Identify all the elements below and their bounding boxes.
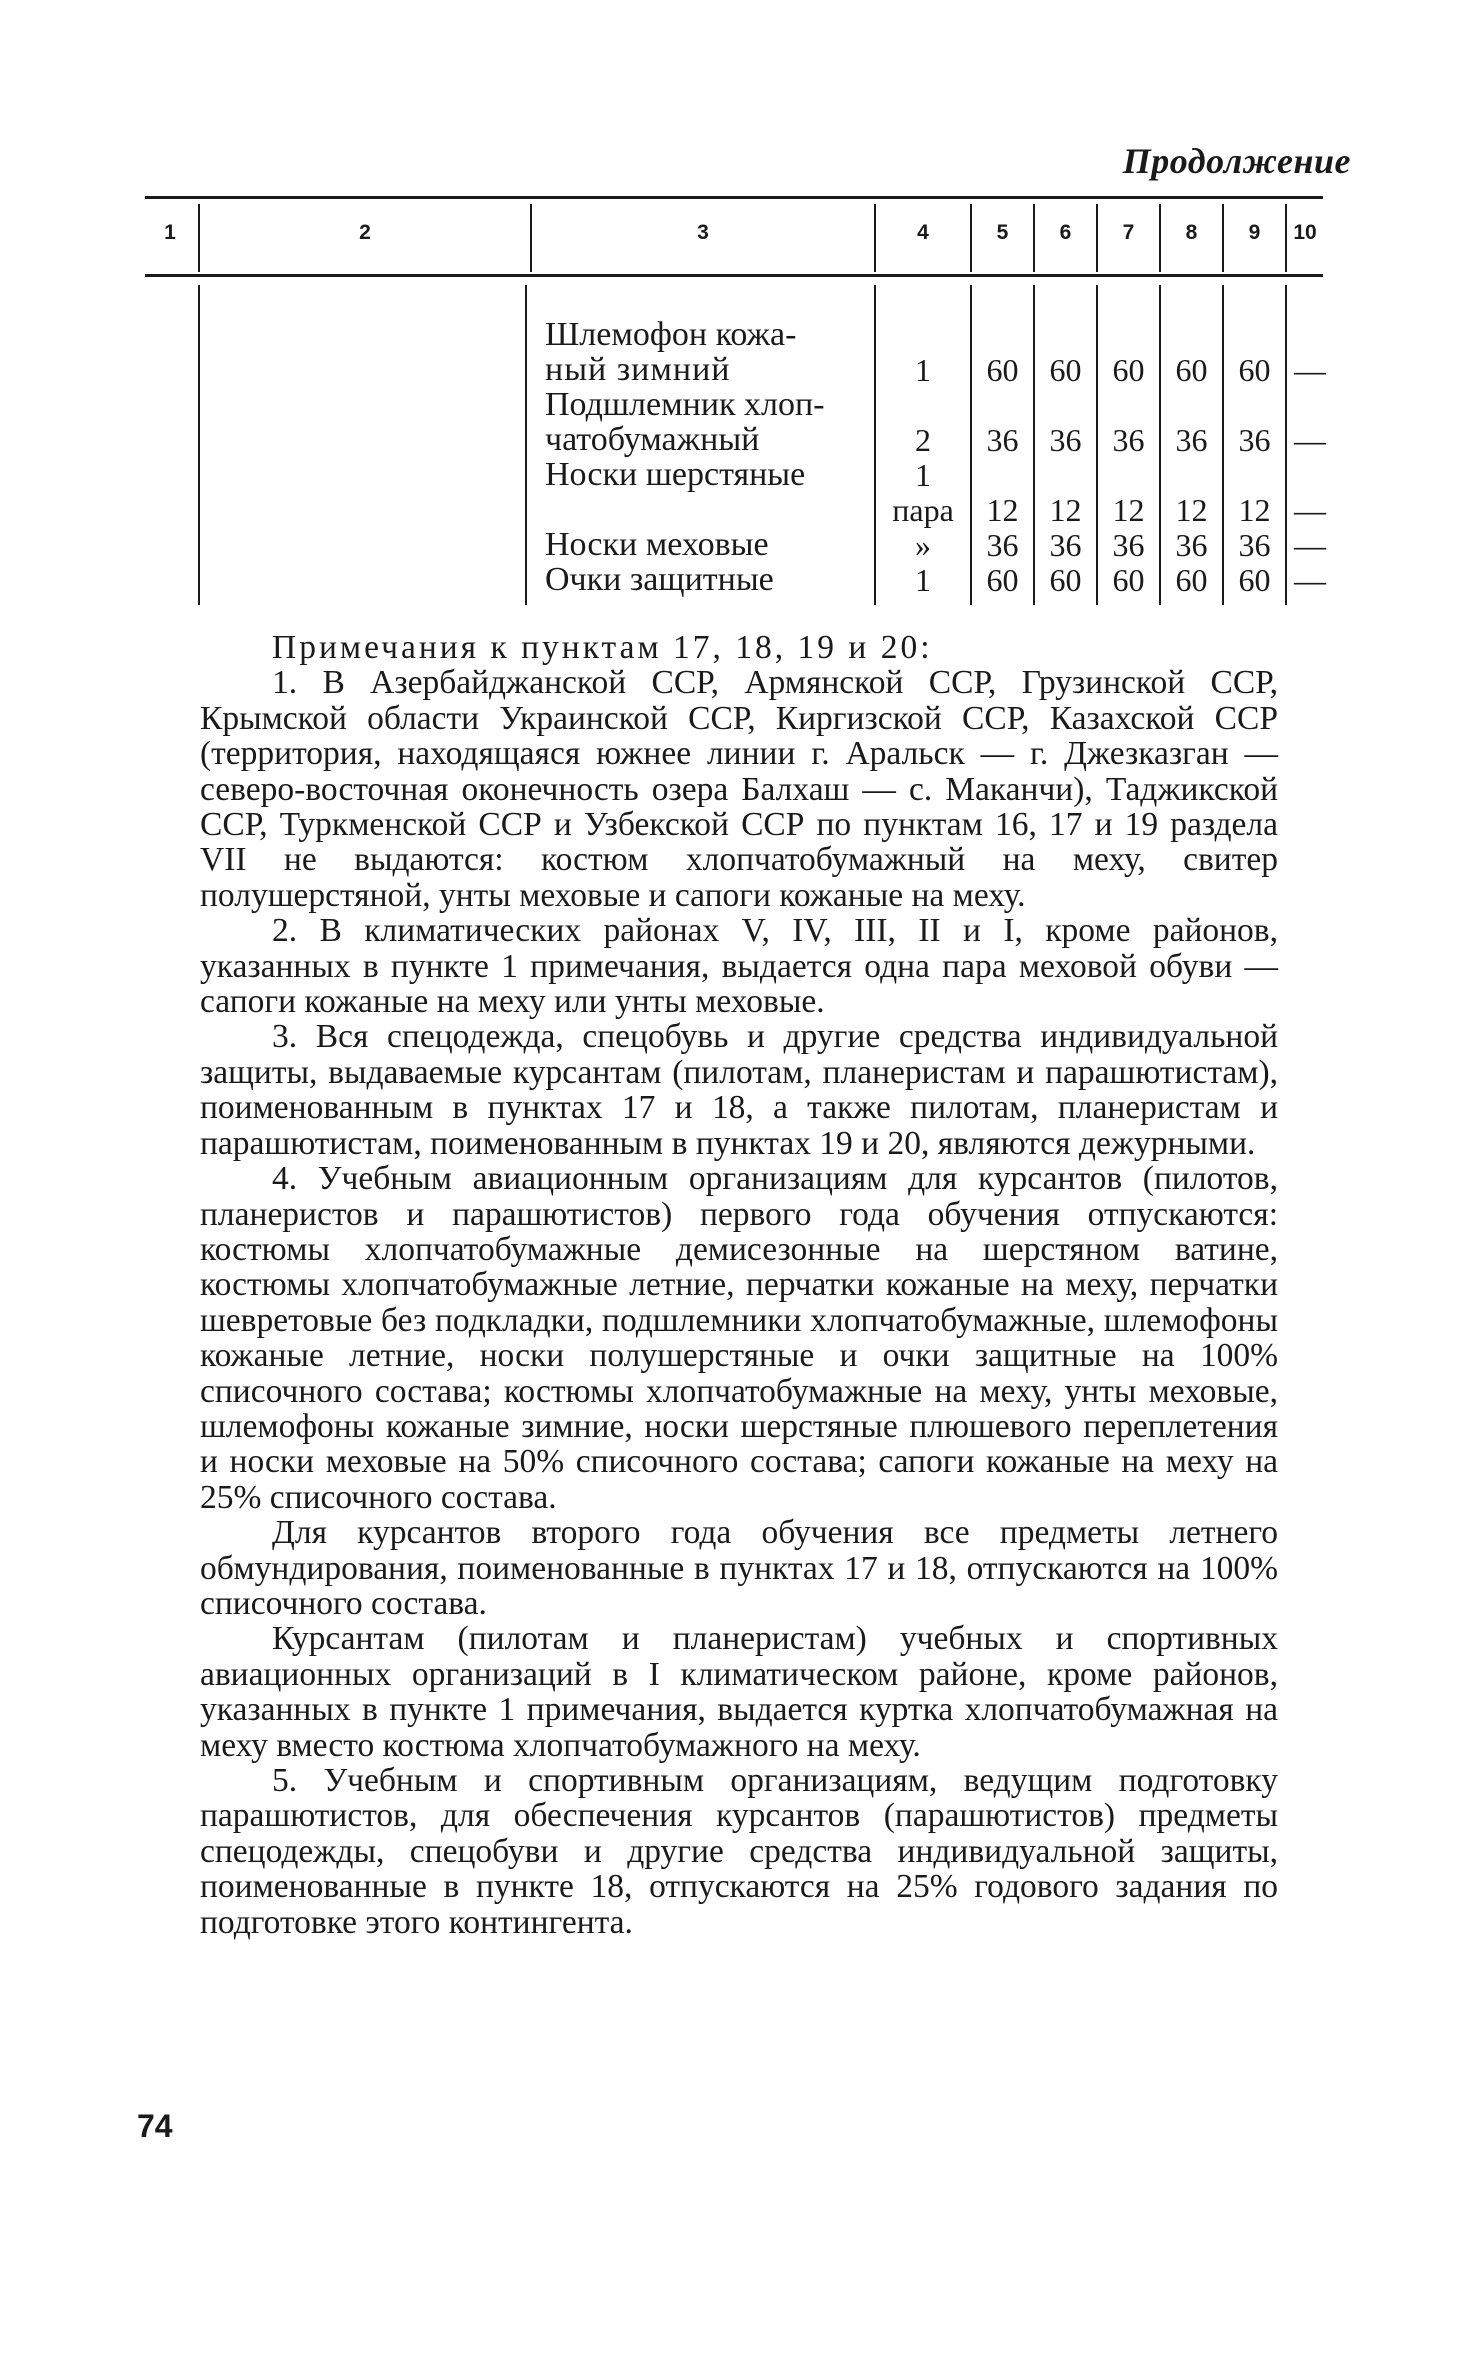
note-paragraph: 5. Учебным и спортивным организациям, ведущим подготовку парашютистов, для обеспечения курсантов (парашютистов) предметы спецодежды, спецобуви и другие средства индивидуальной защиты, поименованные в пункте 18, отпускаются на 25% годового задания по подготовке этого контингента.: [200, 1762, 1278, 1941]
table-cell: 36: [1238, 422, 1271, 458]
page-number: 74: [137, 2108, 173, 2144]
table-cell-dash: —: [1294, 562, 1326, 598]
table-cell: 1: [915, 457, 931, 493]
table-cell: 12: [1238, 492, 1271, 528]
notes-title: Примечания к пунктам 17, 18, 19 и 20:: [272, 629, 933, 666]
table-cell: 36: [1175, 527, 1208, 563]
note-paragraph: 4. Учебным авиационным организациям для курсантов (пилотов, планеристов и парашютистов) первого года обучения отпускаются: костюмы хлопчатобумажные демисезонные на шерстяном ватине, костюмы хлопчатобумажные летние, перчатки кожаные на меху, перчатки шевретовые без подкладки, подшлемники хлопчатобумажные, шлемофоны кожаные летние, носки полушерстяные и очки защитные на 100% списочного состава; костюмы хлопчатобумажные на меху, унты меховые, шлемофоны кожаные зимние, носки шерстяные плюшевого переплетения и носки меховые на 50% списочного состава; сапоги кожаные на меху на 25% списочного состава.: [200, 1160, 1278, 1516]
table-cell: 60: [1175, 562, 1208, 598]
column-header: 7: [1122, 221, 1135, 244]
continuation-label: Продолжение: [1122, 141, 1351, 181]
table-top-rule: [145, 196, 1323, 199]
table-cell-dash: —: [1294, 352, 1326, 388]
table-item: ный зимний: [545, 351, 731, 388]
table-cell: 12: [986, 492, 1019, 528]
table-cell: 60: [1112, 562, 1145, 598]
table-item: Подшлемник хлоп-: [545, 386, 825, 423]
note-paragraph: 3. Вся спецодежда, спецобувь и другие средства индивидуальной защиты, выдаваемые курсантам (пилотам, планеристам и парашютистам), поименованным в пунктах 17 и 18, а также пилотам, планеристам и парашютистам, поименованным в пунктах 19 и 20, являются дежурными.: [200, 1018, 1278, 1162]
column-header: 8: [1185, 221, 1198, 244]
column-header: 5: [996, 221, 1009, 244]
table-cell: 12: [1049, 492, 1082, 528]
column-header: 1: [164, 221, 176, 244]
table-cell: 1: [915, 562, 931, 598]
table-cell: 60: [1238, 352, 1271, 388]
table-cell: 12: [1112, 492, 1145, 528]
table-cell: 60: [1049, 352, 1082, 388]
table-item: Очки защитные: [545, 561, 774, 598]
column-header: 6: [1059, 221, 1072, 244]
notes-section: [200, 630, 1278, 1940]
note-paragraph: Для курсантов второго года обучения все предметы летнего обмундирования, поименованные в пунктах 17 и 18, отпускаются на 100% списочного состава.: [200, 1514, 1278, 1622]
table-cell: 2: [915, 422, 931, 458]
column-header: 10: [1293, 221, 1317, 244]
column-header: 4: [917, 221, 929, 244]
table-cell-dash: —: [1294, 492, 1326, 528]
table-cell: 36: [1175, 422, 1208, 458]
table-cell: 36: [986, 422, 1019, 458]
body-rule: [1285, 285, 1287, 605]
table-cell: 36: [1112, 422, 1145, 458]
note-paragraph: 2. В климатических районах V, IV, III, II и I, кроме районов, указанных в пункте 1 примечания, выдается одна пара меховой обуви — сапоги кожаные на меху или унты меховые.: [200, 912, 1278, 1021]
table-cell: 36: [1049, 422, 1082, 458]
table-cell: 60: [986, 352, 1019, 388]
table-cell: 60: [1175, 352, 1208, 388]
table-cell-dash: —: [1294, 422, 1326, 458]
table-cell-dash: —: [1294, 527, 1326, 563]
table-cell: »: [915, 527, 931, 563]
table-item: Носки меховые: [545, 526, 769, 563]
note-paragraph: Курсантам (пилотам и планеристам) учебных и спортивных авиационных организаций в I климатическом районе, кроме районов, указанных в пункте 1 примечания, выдается куртка хлопчатобумажная на меху вместо костюма хлопчатобумажного на меху.: [200, 1620, 1278, 1764]
body-rule: [525, 285, 527, 605]
table-cell: 36: [1112, 527, 1145, 563]
table-cell: 36: [1049, 527, 1082, 563]
note-paragraph: 1. В Азербайджанской ССР, Армянской ССР, Грузинской ССР, Крымской области Украинской ССР, Киргизской ССР, Казахской ССР (территория, находящаяся южнее линии г. Аральск — г. Джезказган — северо-восточная оконечность озера Балхаш — с. Маканчи), Таджикской ССР, Туркменской ССР и Узбекской ССР по пунктам 16, 17 и 19 раздела VII не выдаются: костюм хлопчатобумажный на меху, свитер полушерстяной, унты меховые и сапоги кожаные на меху.: [200, 664, 1278, 914]
table-item: Шлемофон кожа-: [545, 316, 797, 353]
table-cell: 12: [1175, 492, 1208, 528]
table-cell: 36: [1238, 527, 1271, 563]
table-cell: 60: [1238, 562, 1271, 598]
table-item: Носки шерстяные: [545, 456, 806, 493]
column-header: 9: [1248, 221, 1261, 244]
table-header-rule: [145, 274, 1323, 277]
table-cell: 36: [986, 527, 1019, 563]
column-header: 3: [697, 221, 709, 244]
table-cell: 1: [915, 352, 931, 388]
table-cell: 60: [1049, 562, 1082, 598]
body-rule: [198, 285, 200, 605]
table-cell: 60: [986, 562, 1019, 598]
table-cell: 60: [1112, 352, 1145, 388]
table-item: чатобумажный: [545, 421, 760, 458]
table-cell: пара: [892, 492, 954, 528]
column-header: 2: [359, 221, 371, 244]
